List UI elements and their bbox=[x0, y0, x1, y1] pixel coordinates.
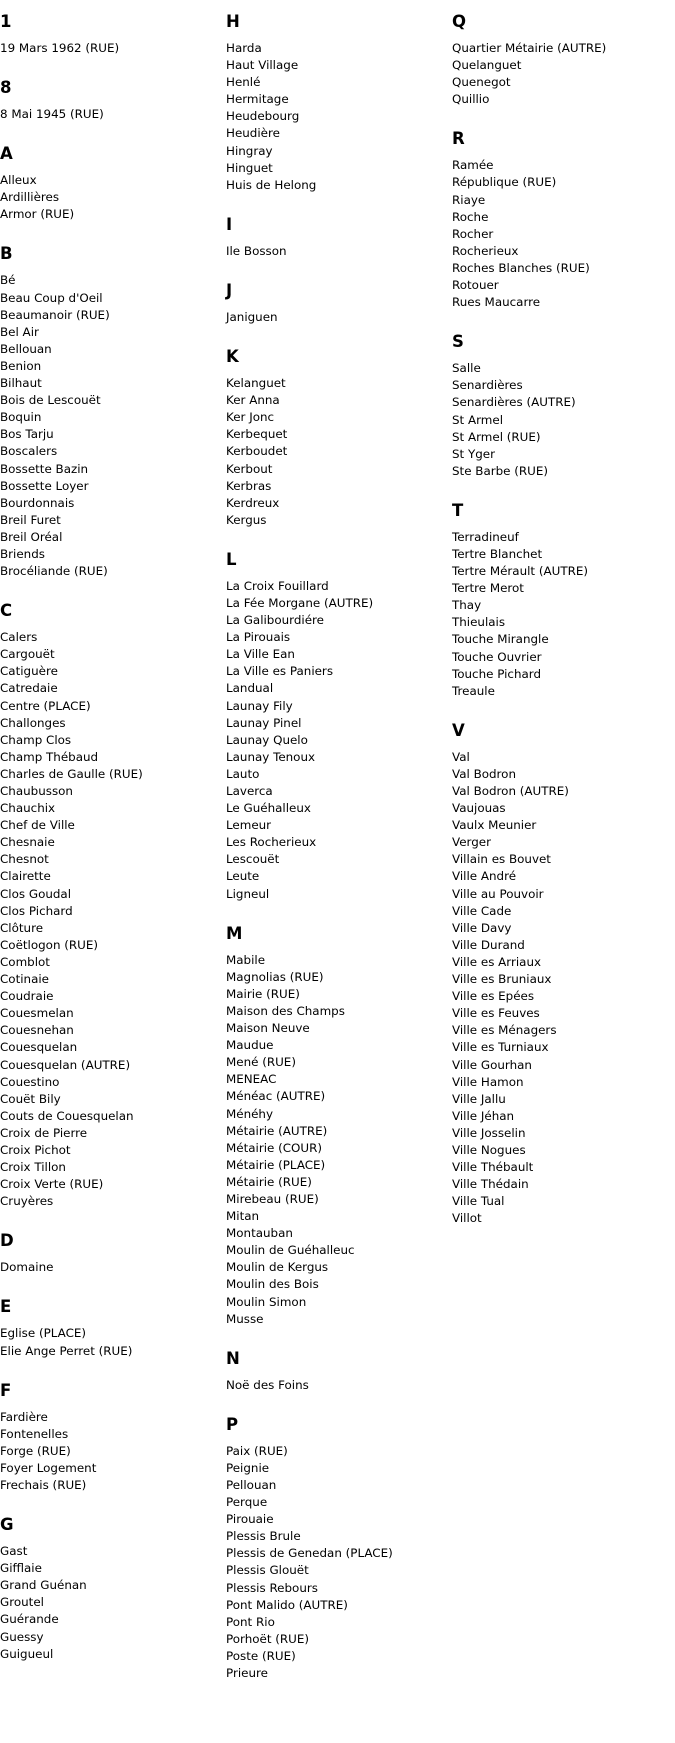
list-item: Domaine bbox=[0, 1260, 54, 1275]
list-item: Prieure bbox=[226, 1666, 268, 1681]
list-item: Brocéliande (RUE) bbox=[0, 564, 108, 579]
list-item: Clos Goudal bbox=[0, 886, 72, 901]
list-item: Cruyères bbox=[0, 1194, 54, 1209]
list-item: St Armel bbox=[452, 412, 504, 427]
list-item: Challonges bbox=[0, 715, 66, 730]
list-item: Ramée bbox=[452, 158, 494, 173]
list-item: La Pirouais bbox=[226, 630, 291, 645]
list-item: Launay Pinel bbox=[226, 715, 302, 730]
list-item: Ville Jéhan bbox=[452, 1108, 515, 1123]
list-item: Mené (RUE) bbox=[226, 1055, 296, 1070]
list-item: Guérande bbox=[0, 1612, 59, 1627]
list-item: Vaujouas bbox=[452, 801, 506, 816]
list-item: Ville Cade bbox=[452, 903, 512, 918]
list-item: La Ville Ean bbox=[226, 647, 295, 662]
list-item: Boscalers bbox=[0, 444, 58, 459]
list-item: 8 Mai 1945 (RUE) bbox=[0, 107, 104, 122]
entry-list bbox=[452, 360, 672, 480]
letter-section bbox=[0, 1380, 220, 1494]
list-item: Ville es Turniaux bbox=[452, 1040, 549, 1055]
list-item: Clôture bbox=[0, 920, 44, 935]
list-item: Ville Thédain bbox=[452, 1177, 529, 1192]
list-item: Ville es Bruniaux bbox=[452, 972, 552, 987]
letter-section bbox=[452, 331, 672, 480]
list-item: Lemeur bbox=[226, 818, 272, 833]
list-item: Bé bbox=[0, 273, 16, 288]
entry-list bbox=[226, 952, 446, 1328]
entry-list bbox=[226, 375, 446, 529]
entry-list bbox=[452, 157, 672, 311]
list-item: Tertre Merot bbox=[452, 581, 524, 596]
entry-list bbox=[0, 272, 220, 580]
letter-section bbox=[226, 11, 446, 194]
list-item: Le Guéhalleux bbox=[226, 801, 311, 816]
list-item: Bourdonnais bbox=[0, 495, 75, 510]
list-item: Ville Gourhan bbox=[452, 1057, 532, 1072]
list-item: Kerdreux bbox=[226, 495, 280, 510]
list-item: Lescouët bbox=[226, 852, 280, 867]
list-item: Coëtlogon (RUE) bbox=[0, 937, 99, 952]
letter-section bbox=[452, 500, 672, 700]
list-item: Paix (RUE) bbox=[226, 1443, 288, 1458]
list-item: Ker Anna bbox=[226, 393, 280, 408]
list-item: Rocherieux bbox=[452, 243, 519, 258]
list-item: Chauchix bbox=[0, 801, 56, 816]
list-item: Roches Blanches (RUE) bbox=[452, 260, 590, 275]
list-item: La Galibourdiére bbox=[226, 613, 324, 628]
list-item: Ville es Ménagers bbox=[452, 1023, 557, 1038]
list-item: Chaubusson bbox=[0, 784, 73, 798]
list-item: République (RUE) bbox=[452, 175, 557, 190]
list-item: Catiguère bbox=[0, 664, 58, 679]
list-item: Pirouaie bbox=[226, 1512, 274, 1527]
list-item: Touche Mirangle bbox=[452, 632, 549, 647]
list-item: Villain es Bouvet bbox=[452, 852, 551, 867]
list-item: Gast bbox=[0, 1544, 28, 1559]
list-item: Leute bbox=[226, 869, 260, 884]
letter-section bbox=[226, 549, 446, 903]
list-item: Boquin bbox=[0, 410, 42, 425]
list-item: Kergus bbox=[226, 512, 267, 527]
entry-list bbox=[226, 309, 446, 326]
list-item: Benion bbox=[0, 358, 42, 373]
entry-list bbox=[0, 1543, 220, 1663]
list-item: Couesquelan bbox=[0, 1040, 78, 1055]
list-item: Tertre Blanchet bbox=[452, 546, 543, 561]
list-item: Ville es Feuves bbox=[452, 1006, 540, 1021]
list-item: Val bbox=[452, 749, 470, 764]
list-item: Couët Bily bbox=[0, 1091, 61, 1106]
list-item: Chef de Ville bbox=[0, 818, 75, 833]
list-item: Croix de Pierre bbox=[0, 1125, 88, 1140]
entry-list bbox=[0, 40, 220, 57]
list-item: Mirebeau (RUE) bbox=[226, 1191, 319, 1206]
list-item: Ligneul bbox=[226, 886, 270, 901]
list-item: Ménéac (AUTRE) bbox=[226, 1089, 326, 1104]
list-item: Riaye bbox=[452, 192, 486, 207]
list-item: Frechais (RUE) bbox=[0, 1478, 87, 1492]
list-item: Launay Fily bbox=[226, 698, 293, 713]
letter-section bbox=[0, 77, 220, 123]
section-letter-heading: K bbox=[226, 347, 239, 367]
list-item: Ville Durand bbox=[452, 937, 525, 952]
entry-list bbox=[0, 106, 220, 123]
list-item: Coudraie bbox=[0, 989, 54, 1004]
list-item: Hinguet bbox=[226, 160, 273, 175]
list-item: La Ville es Paniers bbox=[226, 664, 334, 679]
list-item: Bossette Bazin bbox=[0, 461, 89, 476]
list-item: Ardillières bbox=[0, 190, 60, 205]
list-item: Moulin Simon bbox=[226, 1294, 307, 1309]
list-item: Calers bbox=[0, 630, 38, 645]
list-item: Porhoët (RUE) bbox=[226, 1631, 310, 1646]
list-item: MENEAC bbox=[226, 1072, 277, 1087]
letter-section bbox=[452, 720, 672, 1228]
section-letter-heading: Q bbox=[452, 12, 467, 31]
list-item: Kerboudet bbox=[226, 444, 288, 459]
entry-list bbox=[226, 40, 446, 194]
letter-section bbox=[0, 143, 220, 223]
list-item: Ménéhy bbox=[226, 1106, 273, 1121]
list-item: Janiguen bbox=[226, 309, 278, 324]
entry-list bbox=[226, 578, 446, 903]
list-item: Thay bbox=[452, 598, 482, 613]
list-item: Croix Pichot bbox=[0, 1142, 71, 1157]
list-item: Laverca bbox=[226, 784, 273, 798]
letter-section bbox=[226, 346, 446, 529]
section-letter-heading: 8 bbox=[0, 78, 12, 98]
list-item: Armor (RUE) bbox=[0, 207, 75, 222]
list-item: Terradineuf bbox=[452, 529, 519, 544]
letter-section bbox=[0, 1296, 220, 1359]
list-item: Groutel bbox=[0, 1595, 44, 1610]
list-item: Fontenelles bbox=[0, 1426, 69, 1441]
section-letter-heading: M bbox=[226, 923, 243, 943]
list-item: Mabile bbox=[226, 952, 266, 967]
list-item: Kerbras bbox=[226, 478, 272, 493]
list-item: Breil Furet bbox=[0, 512, 61, 527]
section-letter-heading: A bbox=[0, 144, 13, 164]
entry-list bbox=[226, 243, 446, 260]
list-item: Kelanguet bbox=[226, 376, 286, 391]
list-item: Heudebourg bbox=[226, 109, 300, 124]
list-item: Cargouët bbox=[0, 647, 55, 662]
entry-list bbox=[0, 172, 220, 223]
list-item: Plessis Brule bbox=[226, 1529, 301, 1544]
list-item: Hermitage bbox=[226, 92, 289, 107]
list-item: Treaule bbox=[452, 683, 495, 698]
letter-section bbox=[0, 11, 220, 57]
list-item: Bois de Lescouët bbox=[0, 393, 101, 408]
list-item: Bel Air bbox=[0, 324, 39, 339]
list-item: Peignie bbox=[226, 1460, 270, 1475]
list-item: Musse bbox=[226, 1311, 264, 1326]
letter-section bbox=[452, 11, 672, 108]
entry-list bbox=[226, 1377, 446, 1394]
section-letter-heading: J bbox=[226, 280, 233, 300]
list-item: Centre (PLACE) bbox=[0, 698, 91, 713]
list-item: Moulin de Kergus bbox=[226, 1260, 329, 1275]
list-item: Launay Tenoux bbox=[226, 749, 316, 764]
entry-list bbox=[452, 40, 672, 108]
section-letter-heading: C bbox=[0, 601, 13, 621]
list-item: Chesnot bbox=[0, 852, 49, 867]
list-item: Senardières bbox=[452, 378, 523, 393]
list-item: St Armel (RUE) bbox=[452, 429, 541, 444]
list-item: Clairette bbox=[0, 869, 51, 884]
section-letter-heading: F bbox=[0, 1380, 12, 1400]
list-item: Mairie (RUE) bbox=[226, 986, 300, 1001]
list-item: Clos Pichard bbox=[0, 903, 73, 918]
index-column-2 bbox=[226, 0, 446, 1702]
list-item: Ville Tual bbox=[452, 1194, 505, 1209]
list-item: Bilhaut bbox=[0, 376, 42, 391]
list-item: Henlé bbox=[226, 75, 261, 90]
section-letter-heading: G bbox=[0, 1515, 14, 1535]
list-item: Mitan bbox=[226, 1209, 260, 1224]
list-item: Plessis Glouët bbox=[226, 1563, 309, 1578]
list-item: Cotinaie bbox=[0, 972, 49, 987]
list-item: Métairie (COUR) bbox=[226, 1140, 323, 1155]
list-item: Ville André bbox=[452, 869, 517, 884]
list-item: Pellouan bbox=[226, 1478, 277, 1492]
section-letter-heading: H bbox=[226, 12, 240, 31]
list-item: 19 Mars 1962 (RUE) bbox=[0, 41, 120, 55]
list-item: Charles de Gaulle (RUE) bbox=[0, 766, 143, 781]
list-item: Val Bodron (AUTRE) bbox=[452, 784, 569, 798]
index-column-1 bbox=[0, 0, 220, 1683]
list-item: Les Rocherieux bbox=[226, 835, 317, 850]
entry-list bbox=[226, 1443, 446, 1682]
list-item: Magnolias (RUE) bbox=[226, 969, 324, 984]
section-letter-heading: P bbox=[226, 1414, 239, 1434]
list-item: Plessis de Genedan (PLACE) bbox=[226, 1546, 393, 1561]
list-item: Ville Nogues bbox=[452, 1142, 526, 1157]
list-item: Couesmelan bbox=[0, 1006, 74, 1021]
list-item: Ville Davy bbox=[452, 920, 512, 935]
list-item: Perque bbox=[226, 1495, 268, 1510]
entry-list bbox=[0, 1259, 220, 1276]
list-item: Salle bbox=[452, 361, 481, 376]
list-item: Launay Quelo bbox=[226, 732, 308, 747]
list-item: Moulin des Bois bbox=[226, 1277, 319, 1292]
list-item: Ville Hamon bbox=[452, 1074, 524, 1089]
entry-list bbox=[0, 629, 220, 1210]
letter-section bbox=[226, 1348, 446, 1394]
index-column-3 bbox=[452, 0, 672, 1247]
list-item: Maudue bbox=[226, 1038, 274, 1053]
list-item: Couts de Couesquelan bbox=[0, 1108, 134, 1123]
list-item: Moulin de Guéhalleuc bbox=[226, 1243, 355, 1258]
list-item: Senardières (AUTRE) bbox=[452, 395, 576, 410]
section-letter-heading: N bbox=[226, 1348, 240, 1368]
list-item: Villot bbox=[452, 1211, 482, 1226]
list-item: Foyer Logement bbox=[0, 1460, 97, 1475]
list-item: Fardière bbox=[0, 1409, 48, 1424]
list-item: Couestino bbox=[0, 1074, 60, 1089]
list-item: Breil Oréal bbox=[0, 529, 63, 544]
section-letter-heading: I bbox=[226, 214, 233, 234]
letter-section bbox=[0, 600, 220, 1210]
list-item: Pont Rio bbox=[226, 1614, 275, 1629]
list-item: Plessis Rebours bbox=[226, 1580, 318, 1595]
list-item: Couesquelan (AUTRE) bbox=[0, 1057, 131, 1072]
list-item: Verger bbox=[452, 835, 491, 850]
letter-section bbox=[452, 128, 672, 311]
list-item: Bellouan bbox=[0, 341, 52, 356]
list-item: Gifflaie bbox=[0, 1561, 42, 1576]
list-item: Harda bbox=[226, 41, 262, 55]
section-letter-heading: V bbox=[452, 720, 465, 740]
list-item: Beaumanoir (RUE) bbox=[0, 307, 110, 322]
list-item: Ville es Epées bbox=[452, 989, 535, 1004]
list-item: Rotouer bbox=[452, 278, 499, 293]
section-letter-heading: B bbox=[0, 244, 13, 264]
letter-section bbox=[226, 923, 446, 1328]
list-item: Ville au Pouvoir bbox=[452, 886, 544, 901]
letter-section bbox=[226, 1414, 446, 1682]
list-item: Touche Ouvrier bbox=[452, 649, 542, 664]
list-item: Pont Malido (AUTRE) bbox=[226, 1597, 348, 1612]
list-item: Kerbequet bbox=[226, 427, 288, 442]
list-item: Couesnehan bbox=[0, 1023, 74, 1038]
list-item: Forge (RUE) bbox=[0, 1443, 71, 1458]
list-item: Vaulx Meunier bbox=[452, 818, 537, 833]
list-item: Val Bodron bbox=[452, 766, 516, 781]
list-item: Ville Jallu bbox=[452, 1091, 506, 1106]
section-letter-heading: R bbox=[452, 129, 465, 149]
list-item: Bos Tarju bbox=[0, 427, 54, 442]
list-item: La Fée Morgane (AUTRE) bbox=[226, 595, 374, 610]
list-item: Guessy bbox=[0, 1629, 44, 1644]
entry-list bbox=[0, 1325, 220, 1359]
entry-list bbox=[452, 529, 672, 700]
list-item: Landual bbox=[226, 681, 274, 696]
section-letter-heading: E bbox=[0, 1297, 12, 1317]
list-item: Eglise (PLACE) bbox=[0, 1326, 87, 1341]
letter-section bbox=[226, 280, 446, 326]
list-item: Haut Village bbox=[226, 58, 299, 73]
list-item: Ville Josselin bbox=[452, 1125, 526, 1140]
list-item: Croix Verte (RUE) bbox=[0, 1177, 104, 1192]
list-item: Ste Barbe (RUE) bbox=[452, 463, 549, 478]
list-item: Quartier Métairie (AUTRE) bbox=[452, 41, 607, 55]
list-item: Guigueul bbox=[0, 1646, 54, 1661]
list-item: Montauban bbox=[226, 1226, 293, 1241]
list-item: Elie Ange Perret (RUE) bbox=[0, 1343, 133, 1358]
list-item: Thieulais bbox=[452, 615, 506, 630]
list-item: Rocher bbox=[452, 226, 494, 241]
list-item: Bossette Loyer bbox=[0, 478, 89, 493]
list-item: Chesnaie bbox=[0, 835, 55, 850]
list-item: Roche bbox=[452, 209, 489, 224]
list-item: Grand Guénan bbox=[0, 1578, 87, 1593]
list-item: Champ Clos bbox=[0, 732, 72, 747]
entry-list bbox=[452, 749, 672, 1228]
list-item: Alleux bbox=[0, 173, 37, 188]
list-item: Catredaie bbox=[0, 681, 58, 696]
list-item: Comblot bbox=[0, 954, 50, 969]
list-item: Heudière bbox=[226, 126, 280, 141]
section-letter-heading: S bbox=[452, 332, 464, 352]
list-item: La Croix Fouillard bbox=[226, 578, 329, 593]
list-item: Kerbout bbox=[226, 461, 273, 476]
section-letter-heading: D bbox=[0, 1231, 14, 1251]
list-item: Maison des Champs bbox=[226, 1003, 345, 1018]
list-item: Poste (RUE) bbox=[226, 1648, 296, 1663]
list-item: Rues Maucarre bbox=[452, 295, 541, 310]
list-item: Noë des Foins bbox=[226, 1377, 309, 1392]
letter-section bbox=[0, 1230, 220, 1276]
list-item: Ker Jonc bbox=[226, 410, 275, 425]
list-item: Quelanguet bbox=[452, 58, 522, 73]
letter-section bbox=[226, 214, 446, 260]
list-item: Champ Thébaud bbox=[0, 749, 99, 764]
list-item: Touche Pichard bbox=[452, 666, 542, 681]
list-item: Briends bbox=[0, 546, 45, 561]
list-item: Métairie (PLACE) bbox=[226, 1157, 326, 1172]
list-item: Lauto bbox=[226, 766, 260, 781]
section-letter-heading: 1 bbox=[0, 12, 12, 31]
list-item: Ville es Arriaux bbox=[452, 954, 542, 969]
list-item: Croix Tillon bbox=[0, 1160, 66, 1175]
entry-list bbox=[0, 1409, 220, 1494]
list-item: Maison Neuve bbox=[226, 1021, 310, 1036]
section-letter-heading: L bbox=[226, 549, 237, 569]
list-item: St Yger bbox=[452, 446, 496, 461]
section-letter-heading: T bbox=[452, 500, 464, 520]
list-item: Quenegot bbox=[452, 75, 511, 90]
list-item: Huis de Helong bbox=[226, 177, 317, 192]
list-item: Ile Bosson bbox=[226, 243, 287, 258]
list-item: Métairie (RUE) bbox=[226, 1174, 312, 1189]
list-item: Quillio bbox=[452, 92, 490, 107]
letter-section bbox=[0, 1514, 220, 1663]
list-item: Métairie (AUTRE) bbox=[226, 1123, 328, 1138]
list-item: Ville Thébault bbox=[452, 1160, 534, 1175]
list-item: Beau Coup d'Oeil bbox=[0, 290, 103, 305]
list-item: Hingray bbox=[226, 143, 273, 158]
list-item: Tertre Mérault (AUTRE) bbox=[452, 564, 589, 579]
letter-section bbox=[0, 243, 220, 580]
